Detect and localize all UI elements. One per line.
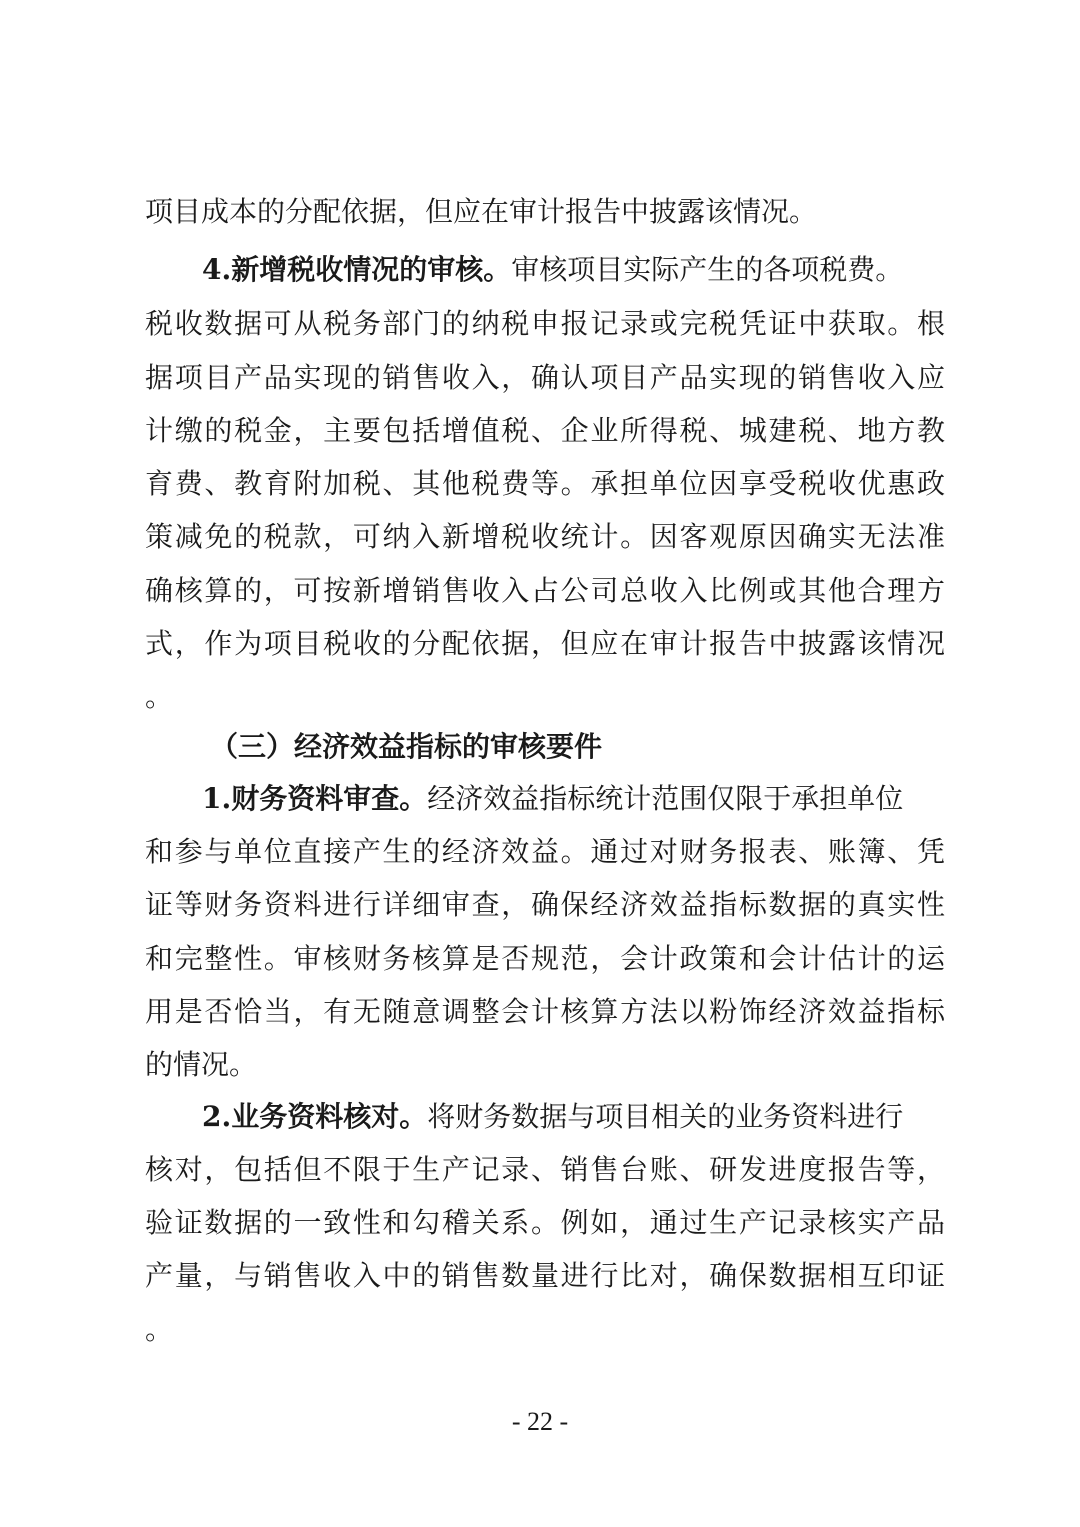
item-1-text: 经济效益指标统计范围仅限于承担单位 [427, 782, 904, 815]
paragraph-line: 产量，与销售收入中的销售数量进行比对，确保数据相互印证 [145, 1259, 945, 1292]
paragraph-line: 确核算的，可按新增销售收入占公司总收入比例或其他合理方 [145, 574, 945, 607]
paragraph-line: 验证数据的一致性和勾稽关系。例如，通过生产记录核实产品 [145, 1206, 945, 1239]
item-2-title: 2.业务资料核对。 [202, 1100, 428, 1133]
item-2-text: 将财务数据与项目相关的业务资料进行 [427, 1100, 904, 1133]
paragraph-line: 和参与单位直接产生的经济效益。通过对财务报表、账簿、凭 [145, 835, 945, 868]
item-1-paragraph [202, 773, 945, 825]
item-4-text: 审核项目实际产生的各项税费。 [511, 253, 904, 286]
paragraph-line: 核对，包括但不限于生产记录、销售台账、研发进度报告等， [145, 1153, 945, 1186]
paragraph-line: 证等财务资料进行详细审查，确保经济效益指标数据的真实性 [145, 888, 945, 921]
item-4-title: 4.新增税收情况的审核。 [202, 253, 512, 286]
paragraph-line: 的情况。 [145, 1048, 258, 1081]
item-1-title: 1.财务资料审查。 [202, 782, 428, 815]
paragraph-line: 育费、教育附加税、其他税费等。承担单位因享受税收优惠政 [145, 467, 945, 500]
paragraph-line: 和完整性。审核财务核算是否规范，会计政策和会计估计的运 [145, 942, 945, 975]
paragraph-line: 。 [145, 680, 174, 713]
paragraph-line: 式，作为项目税收的分配依据，但应在审计报告中披露该情况 [145, 627, 945, 660]
paragraph-line: 税收数据可从税务部门的纳税申报记录或完税凭证中获取。根 [145, 307, 945, 340]
paragraph-line: 用是否恰当，有无随意调整会计核算方法以粉饰经济效益指标 [145, 995, 945, 1028]
paragraph-line: 项目成本的分配依据，但应在审计报告中披露该情况。 [145, 195, 818, 228]
page-number: - 22 - [511, 1407, 569, 1436]
paragraph-line: 计缴的税金，主要包括增值税、企业所得税、城建税、地方教 [145, 414, 945, 447]
section-heading: （三）经济效益指标的审核要件 [210, 730, 603, 763]
paragraph-line: 据项目产品实现的销售收入，确认项目产品实现的销售收入应 [145, 361, 945, 394]
paragraph-line: 策减免的税款，可纳入新增税收统计。因客观原因确实无法准 [145, 520, 945, 553]
item-2-paragraph [202, 1091, 945, 1143]
paragraph-line: 。 [145, 1313, 174, 1346]
item-4-paragraph [202, 244, 945, 296]
